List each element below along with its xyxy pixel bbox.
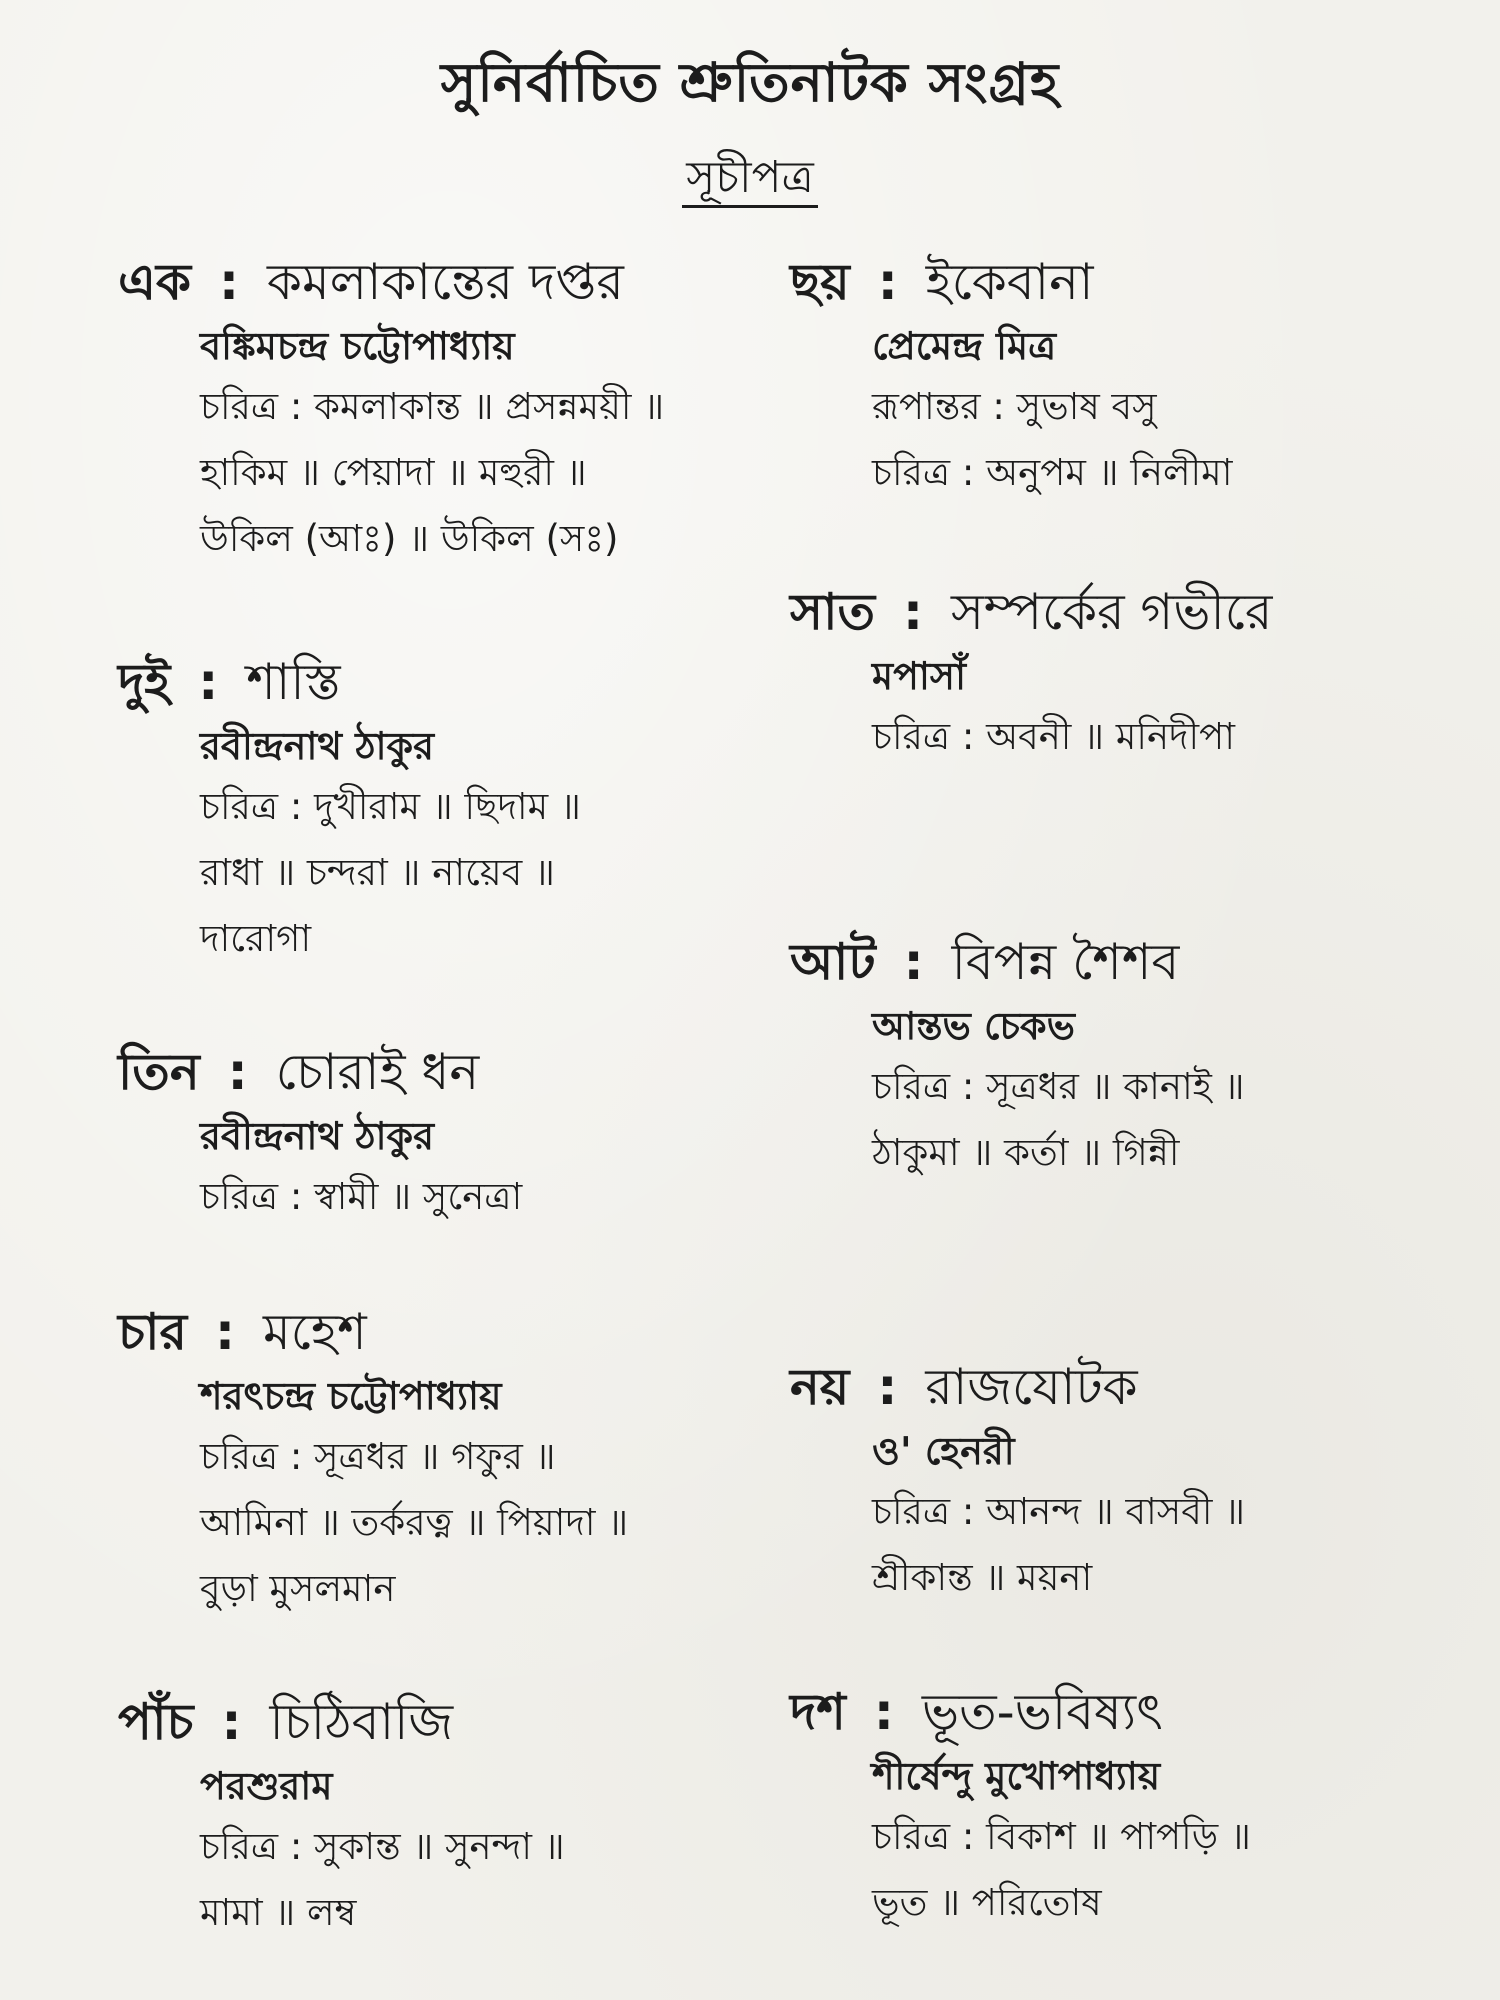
entry-line: হাকিম ॥ পেয়াদা ॥ মহুরী ॥ <box>200 451 587 494</box>
entry-heading <box>118 1300 758 1364</box>
entry-heading <box>118 1040 758 1104</box>
entry-5 <box>118 1690 758 1946</box>
entry-author: আন্তভ চেকভ <box>872 1004 1075 1048</box>
entry-title: ইকেবানা <box>925 253 1094 311</box>
entry-title: সম্পর্কের গভীরে <box>951 583 1273 641</box>
entry-line: চরিত্র : আনন্দ ॥ বাসবী ॥ <box>872 1490 1246 1533</box>
book-title: সুনির্বাচিত শ্রুতিনাটক সংগ্রহ <box>440 51 1060 114</box>
entry-line: চরিত্র : স্বামী ॥ সুনেত্রা <box>200 1175 523 1218</box>
entry-title: রাজযোটক <box>925 1358 1138 1416</box>
entry-line: চরিত্র : অনুপম ॥ নিলীমা <box>872 451 1233 494</box>
entry-heading <box>118 250 758 314</box>
entry-heading <box>118 1690 758 1754</box>
entry-line: শ্রীকান্ত ॥ ময়না <box>872 1556 1093 1599</box>
entry-author: শীর্ষেন্দু মুখোপাধ্যায় <box>872 1754 1161 1798</box>
entry-author: রবীন্দ্রনাথ ঠাকুর <box>200 1114 435 1158</box>
contents-heading-text: সূচীপত্র <box>682 152 818 208</box>
entry-heading <box>790 1355 1470 1419</box>
entry-line: উকিল (আঃ) ॥ উকিল (সঃ) <box>200 517 619 560</box>
entry-number: সাত <box>790 583 876 641</box>
entry-title: বিপন্ন শৈশব <box>951 933 1180 991</box>
entry-line: ঠাকুমা ॥ কর্তা ॥ গিন্নী <box>872 1131 1180 1174</box>
entry-heading <box>790 250 1470 314</box>
entry-author: বঙ্কিমচন্দ্র চট্টোপাধ্যায় <box>200 324 515 368</box>
entry-number: পাঁচ <box>118 1693 194 1751</box>
entry-line: রূপান্তর : সুভাষ বসু <box>872 385 1157 428</box>
entry-title: কমলাকান্তের দপ্তর <box>267 253 624 311</box>
entry-author: পরশুরাম <box>200 1764 333 1808</box>
entry-9 <box>790 1355 1470 1611</box>
entry-separator: : <box>198 653 219 711</box>
entry-heading <box>790 930 1470 994</box>
entry-title: চোরাই ধন <box>275 1043 480 1101</box>
entry-number: তিন <box>118 1043 200 1101</box>
entry-separator: : <box>903 933 924 991</box>
entry-7 <box>790 580 1470 770</box>
entry-title: চিঠিবাজি <box>269 1693 454 1751</box>
entry-line: মামা ॥ লম্ব <box>200 1891 357 1934</box>
entry-line: দারোগা <box>200 917 312 960</box>
entry-line: চরিত্র : কমলাকান্ত ॥ প্রসন্নময়ী ॥ <box>200 385 665 428</box>
entry-number: দশ <box>790 1683 846 1741</box>
entry-line: আমিনা ॥ তর্করত্ন ॥ পিয়াদা ॥ <box>200 1501 629 1544</box>
entry-line: চরিত্র : সূত্রধর ॥ কানাই ॥ <box>872 1065 1245 1108</box>
entry-separator: : <box>903 583 924 641</box>
entry-title: ভূত-ভবিষ্যৎ <box>921 1683 1163 1741</box>
entry-line: রাধা ॥ চন্দরা ॥ নায়েব ॥ <box>200 851 555 894</box>
entry-separator: : <box>215 1303 235 1361</box>
entry-line: চরিত্র : অবনী ॥ মনিদীপা <box>872 715 1235 758</box>
entry-line: চরিত্র : সুকান্ত ॥ সুনন্দা ॥ <box>200 1825 565 1868</box>
entry-number: আট <box>790 933 876 991</box>
entry-separator: : <box>873 1683 894 1741</box>
entry-author: মপাসাঁ <box>872 654 967 698</box>
entry-line: চরিত্র : দুখীরাম ॥ ছিদাম ॥ <box>200 785 581 828</box>
entry-8 <box>790 930 1470 1186</box>
entry-number: নয় <box>790 1358 850 1416</box>
entry-1 <box>118 250 758 572</box>
entry-number: দুই <box>118 653 171 711</box>
entry-title: মহেশ <box>263 1303 367 1361</box>
entry-line: বুড়া মুসলমান <box>200 1567 396 1610</box>
entry-title: শাস্তি <box>246 653 341 711</box>
entry-author: রবীন্দ্রনাথ ঠাকুর <box>200 724 435 768</box>
entry-heading <box>790 580 1470 644</box>
entry-number: ছয় <box>790 253 850 311</box>
entry-separator: : <box>221 1693 242 1751</box>
entry-separator: : <box>877 1358 898 1416</box>
entry-author: প্রেমেন্দ্র মিত্র <box>872 324 1057 368</box>
entry-line: চরিত্র : সূত্রধর ॥ গফুর ॥ <box>200 1435 556 1478</box>
entry-6 <box>790 250 1470 506</box>
entry-author: ও' হেনরী <box>872 1429 1015 1473</box>
entry-heading <box>790 1680 1470 1744</box>
entry-number: চার <box>118 1303 187 1361</box>
entry-number: এক <box>118 253 192 311</box>
entry-line: ভূত ॥ পরিতোষ <box>872 1881 1102 1924</box>
contents-heading <box>0 150 1500 206</box>
entry-author: শরৎচন্দ্র চট্টোপাধ্যায় <box>200 1374 502 1418</box>
entry-3 <box>118 1040 758 1230</box>
entry-separator: : <box>877 253 898 311</box>
entry-separator: : <box>227 1043 248 1101</box>
entry-heading <box>118 650 758 714</box>
entry-2 <box>118 650 758 972</box>
entry-4 <box>118 1300 758 1622</box>
entry-separator: : <box>219 253 240 311</box>
entry-line: চরিত্র : বিকাশ ॥ পাপড়ি ॥ <box>872 1815 1251 1858</box>
entry-10 <box>790 1680 1470 1936</box>
